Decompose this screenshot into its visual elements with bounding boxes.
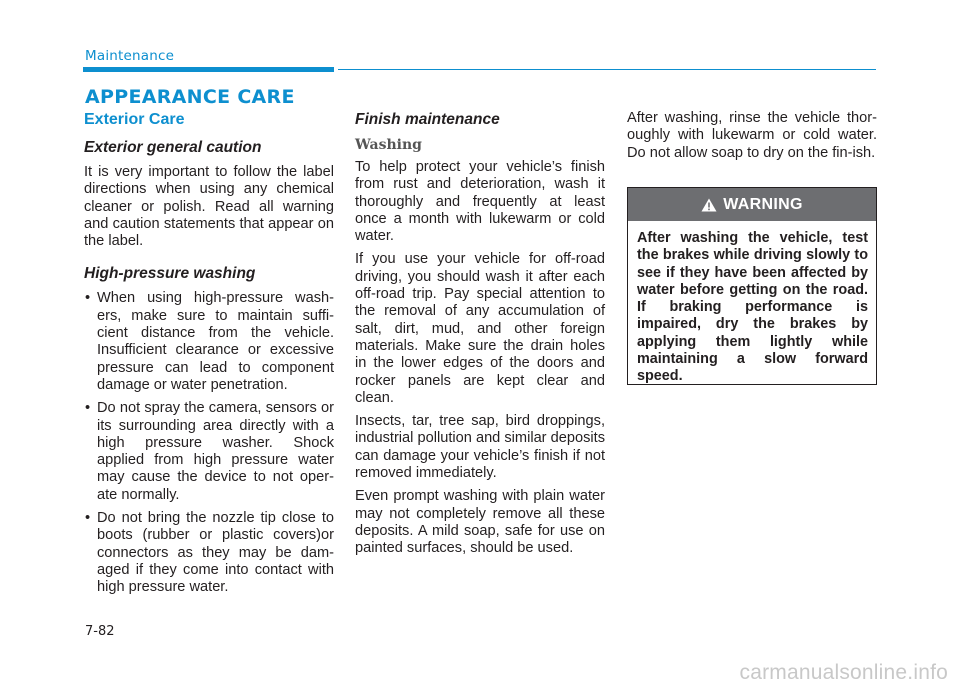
column-middle [355, 110, 605, 564]
list-item: • Do not bring the nozzle tip close to boots (rubber or plastic covers)or connectors as they may be dam-aged if they come into contact with high pressure water. [84, 510, 334, 596]
paragraph-general-caution: It is very important to follow the label directions when using any chemical cleaner or polish. Read all warning and caution statements that appear on the label. [84, 164, 334, 250]
warning-header [628, 188, 876, 221]
minor-heading-washing: Washing [355, 137, 422, 153]
page-number: 7-82 [85, 624, 115, 639]
paragraph: Even prompt washing with plain water may not completely remove all these deposits. A mild soap, safe for use on painted surfaces, should be used. [355, 488, 605, 557]
warning-triangle-icon [701, 198, 717, 212]
paragraph: To help protect your vehicle’s finish from rust and deterioration, wash it thoroughly and frequently at least once a month with lukewarm or cold water. [355, 159, 605, 245]
list-item: • Do not spray the camera, sensors or its surrounding area directly with a high pressure washer. Shock applied from high pressure water may cause the device to not oper-ate normally. [84, 400, 334, 504]
heading-exterior-care: Exterior Care [84, 111, 185, 128]
list-item: • When using high-pressure wash-ers, make sure to maintain suffi-cient distance from the vehicle. Insufficient clearance or excessive pressure can lead to component damage or water penetration. [84, 290, 334, 394]
header-rule-thick [83, 67, 334, 72]
column-right [627, 110, 877, 168]
paragraph: If you use your vehicle for off-road driving, you should wash it after each off-road trip. Pay special attention to the removal of any accumulation of salt, dirt, mud, and other foreign materials. Make sure the drain holes in the lower edges of the doors and rocker panels are kept clear and clean. [355, 251, 605, 406]
subheading-general-caution: Exterior general caution [84, 139, 262, 156]
subheading-high-pressure: High-pressure washing [84, 265, 256, 283]
paragraph: Insects, tar, tree sap, bird droppings, industrial pollution and similar deposits can damage your vehicle’s finish if not removed immediately. [355, 413, 605, 482]
column-left [84, 110, 334, 603]
running-header: Maintenance [85, 48, 175, 64]
bullet-list-high-pressure [84, 290, 334, 596]
header-rule-thin [338, 69, 876, 70]
watermark: carmanualsonline.info [739, 661, 948, 684]
section-title: APPEARANCE CARE [85, 86, 295, 108]
warning-title: WARNING [723, 195, 803, 213]
subheading-finish-maintenance: Finish maintenance [355, 111, 500, 128]
warning-box [627, 187, 877, 385]
warning-body: After washing the vehicle, test the brakes while driving slowly to see if they have been affected by water before getting on the road. If braking performance is impaired, dry the brakes by applying them lightly while maintaining a slow forward speed. [637, 230, 868, 385]
paragraph-rinse: After washing, rinse the vehicle thor-oughly with lukewarm or cold water. Do not allow soap to dry on the fin-ish. [627, 110, 877, 161]
